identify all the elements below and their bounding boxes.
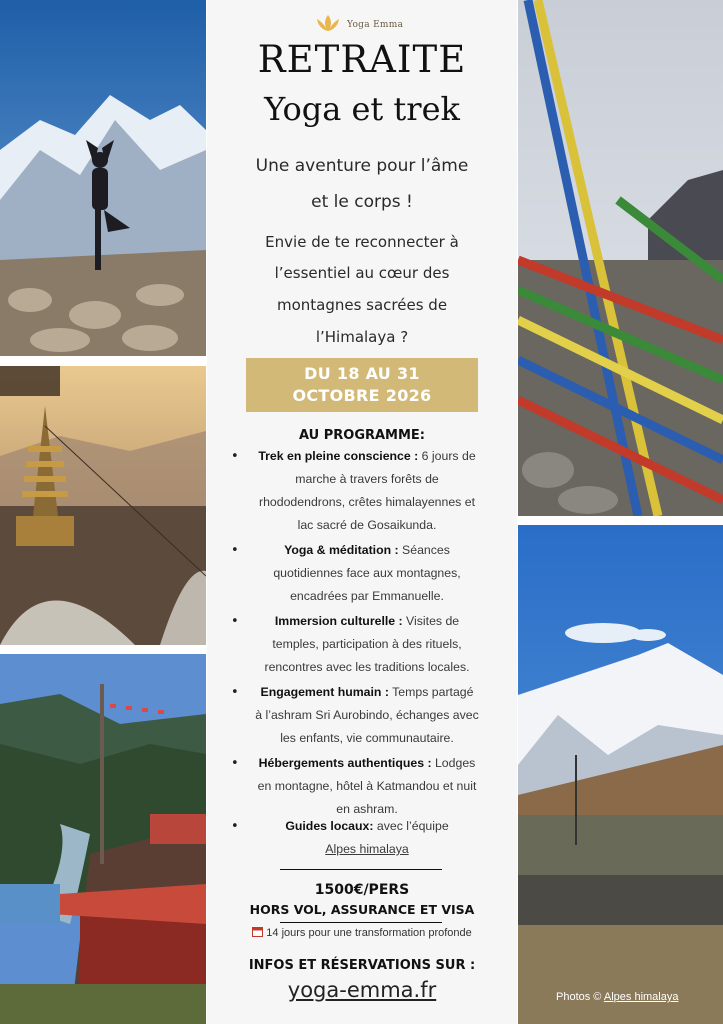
bullet-icon: • — [231, 449, 239, 464]
item-line: lac sacré de Gosaikunda. — [297, 518, 437, 532]
item-line: encadrées par Emmanuelle. — [290, 589, 444, 603]
calendar-icon — [252, 926, 263, 940]
bullet-icon: • — [231, 543, 239, 558]
price-note: HORS VOL, ASSURANCE ET VISA — [249, 902, 475, 917]
duration-text: 14 jours pour une transformation profonde — [266, 927, 472, 939]
photo-valley — [518, 525, 723, 1024]
brand-name: Yoga Emma — [347, 20, 404, 30]
duration-line — [207, 926, 517, 940]
intro-line-2: l’essentiel au cœur des — [274, 264, 450, 282]
item-label: Hébergements authentiques : — [258, 756, 432, 770]
item-line: en montagne, hôtel à Katmandou et nuit — [257, 779, 477, 793]
brand-logo — [315, 14, 403, 36]
item-line: les enfants, vie communautaire. — [280, 731, 454, 745]
guides-link[interactable]: Alpes himalaya — [325, 842, 409, 856]
bullet-icon: • — [231, 685, 239, 700]
photo-stupa — [0, 366, 206, 645]
program-item-culture — [225, 610, 509, 679]
item-text: Lodges — [431, 756, 476, 770]
item-line: à l’ashram Sri Aurobindo, échanges avec — [255, 708, 479, 722]
photo-prayer-flags — [518, 0, 723, 516]
price: 1500€/PERS — [314, 882, 410, 898]
item-label: Yoga & méditation : — [284, 543, 399, 557]
item-text: 6 jours de — [418, 449, 476, 463]
website-link[interactable]: yoga-emma.fr — [287, 978, 437, 1002]
program-item-guides — [225, 815, 509, 861]
item-label: Trek en pleine conscience : — [258, 449, 419, 463]
program-title: AU PROGRAMME: — [298, 428, 426, 443]
contact-title: INFOS ET RÉSERVATIONS SUR : — [248, 958, 476, 973]
title-line-2: Yoga et trek — [264, 90, 460, 128]
program-item-trek — [225, 445, 509, 537]
item-label: Guides locaux: — [285, 819, 374, 833]
photo-yoga-mountain — [0, 0, 206, 356]
item-line: en ashram. — [336, 802, 398, 816]
item-line: rhododendrons, crêtes himalayennes et — [258, 495, 475, 509]
tagline-line-2: et le corps ! — [311, 192, 413, 212]
bullet-icon: • — [231, 756, 239, 771]
photo-village — [0, 654, 206, 1024]
item-text: Séances — [398, 543, 450, 557]
credit-link[interactable]: Alpes himalaya — [603, 991, 679, 1003]
date-banner — [246, 358, 478, 412]
divider — [280, 922, 442, 923]
title-line-1: RETRAITE — [257, 38, 467, 81]
content-panel — [207, 0, 517, 1024]
program-item-engagement — [225, 681, 509, 750]
bullet-icon: • — [231, 819, 239, 834]
date-line-1: DU 18 AU 31 — [304, 364, 420, 383]
item-text: avec l’équipe — [373, 819, 449, 833]
item-line: temples, participation à des rituels, — [272, 637, 462, 651]
intro-line-1: Envie de te reconnecter à — [265, 233, 459, 251]
item-text: Visites de — [402, 614, 460, 628]
lotus-icon — [315, 14, 341, 36]
bullet-icon: • — [231, 614, 239, 629]
intro-line-4: l’Himalaya ? — [315, 328, 409, 346]
intro-line-3: montagnes sacrées de — [276, 296, 448, 314]
divider — [280, 869, 442, 870]
tagline-line-1: Une aventure pour l’âme — [255, 156, 469, 176]
item-text: Temps partagé — [388, 685, 474, 699]
credit-prefix: Photos © — [556, 991, 602, 1003]
date-line-2: OCTOBRE 2026 — [292, 386, 432, 405]
item-line: marche à travers forêts de — [295, 472, 439, 486]
item-label: Engagement humain : — [260, 685, 389, 699]
item-label: Immersion culturelle : — [274, 614, 403, 628]
photo-credit — [556, 991, 678, 1003]
item-line: quotidiennes face aux montagnes, — [273, 566, 461, 580]
item-line: rencontres avec les traditions locales. — [264, 660, 470, 674]
program-item-lodging — [225, 752, 509, 821]
program-item-yoga — [225, 539, 509, 608]
